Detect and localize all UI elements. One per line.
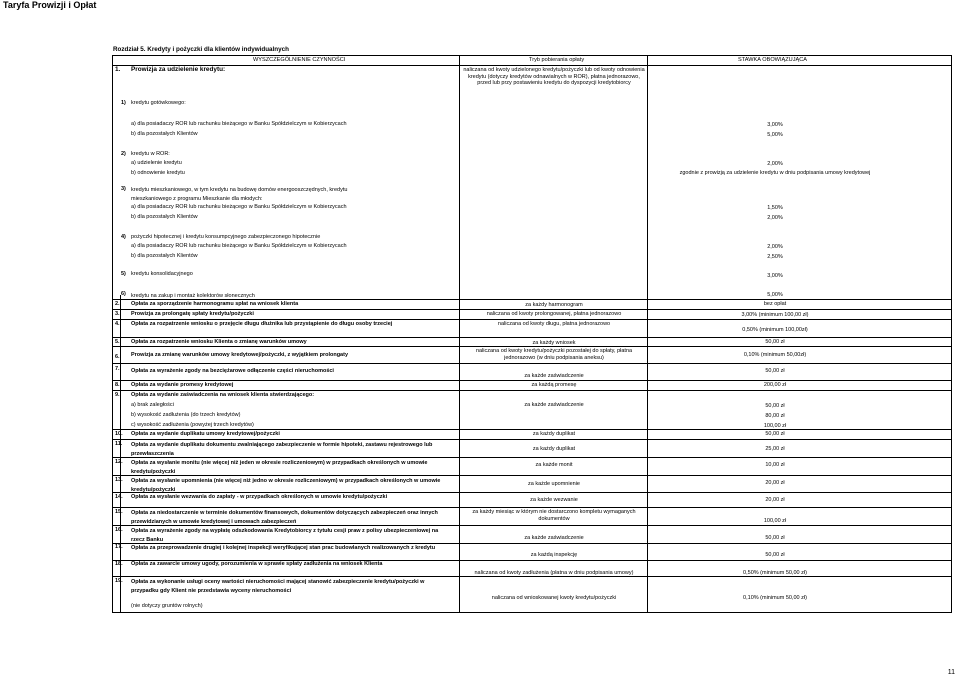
row-number: 13. — [115, 477, 123, 483]
row-title: Opłata za niedostarczenie w terminie dokumentów finansowych, dokumentów dotyczących zabezpieczeń oraz innych przewidzianych w umowie kredytowej i umowach zabezpieczeń — [131, 510, 438, 525]
row-9-mode: za każde zaświadczenie — [524, 402, 584, 408]
page-title: Taryfa Prowizji i Opłat — [3, 0, 97, 10]
row-divider — [113, 319, 951, 320]
row-title: Opłata za sporządzenie harmonogramu spłat na wniosek klienta — [131, 301, 299, 307]
row-mode: naliczana od kwoty prolongowanej, płatna jednorazowo — [486, 311, 622, 317]
row-rate: bez opłat — [763, 301, 787, 307]
row-mode: za każdą inspekcję — [530, 552, 578, 558]
page-number: 11 — [947, 669, 955, 676]
row-1-sub-5-title: kredytu konsolidacyjnego — [131, 271, 193, 277]
table-header — [113, 56, 951, 66]
row-1-sub-2-number: 2) — [121, 151, 126, 157]
row-divider — [113, 525, 951, 526]
header-rate: STAWKA OBOWIĄZUJĄCA — [738, 57, 807, 63]
row-1-sub-1-title: kredytu gotówkowego: — [131, 100, 186, 106]
row-rate: 10,00 zł — [765, 462, 785, 468]
row-1-sub-4a-rate: 2,00% — [767, 244, 783, 250]
row-rate: 200,00 zł — [763, 382, 787, 388]
row-number: 2. — [115, 301, 120, 307]
row-mode: za każde upomnienie — [528, 481, 580, 487]
row-rate: 50,00 zł — [765, 552, 785, 558]
section-title: Rozdział 5. Kredyty i pożyczki dla klientów indywidualnych — [113, 46, 289, 53]
row-mode: naliczana od kwoty kredytu/pożyczki pozostałej do spłaty, płatna jednorazowo (w dniu podpisania aneksu) — [475, 348, 633, 361]
row-mode: za każdy miesiąc w którym nie dostarczono kompletu wymaganych dokumentów — [472, 509, 636, 522]
row-divider — [113, 390, 951, 391]
row-1-sub-1-number: 1) — [121, 100, 126, 106]
row-1-sub-3-title: kredytu mieszkaniowego, w tym kredytu na budowę domów energooszczędnych, kredytu mieszkaniowego z programu Mieszkanie dla młodych: — [131, 187, 348, 202]
row-number: 17. — [115, 544, 123, 550]
row-1-sub-3-number: 3) — [121, 186, 126, 192]
row-number: 4. — [115, 321, 120, 327]
row-rate: 25,00 zł — [765, 446, 785, 452]
row-rate: 3,00% (minimum 100,00 zł) — [741, 312, 809, 318]
row-rate: 50,00 zł — [765, 339, 785, 345]
header-activity: WYSZCZEGÓLNIENIE CZYNNOŚCI — [253, 57, 346, 63]
row-1-sub-1a: a) dla posiadaczy ROR lub rachunku bieżącego w Banku Spółdzielczym w Kobierzycach — [131, 121, 347, 127]
row-1-sub-6-rate: 5,00% — [767, 292, 783, 298]
row-1-sub-3b-rate: 2,00% — [767, 215, 783, 221]
row-mode: za każdą promesę — [531, 382, 577, 388]
row-divider — [113, 492, 951, 493]
row-number: 12. — [115, 459, 123, 465]
row-1-sub-3a: a) dla posiadaczy ROR lub rachunku bieżącego w Banku Spółdzielczym w Kobierzycach — [131, 204, 347, 210]
row-note: (nie dotyczy gruntów rolnych) — [131, 603, 203, 609]
row-rate: 0,10% (minimum 50,00zł) — [743, 352, 807, 358]
row-title: Opłata za wydanie duplikatu dokumentu zwalniającego zabezpieczenie w formie hipoteki, zastawu rejestrowego lub przewłaszczenia — [131, 442, 433, 457]
row-divider — [113, 309, 951, 310]
row-1-sub-6-number: 6) — [121, 291, 126, 297]
row-title: Opłata za zawarcie umowy ugody, porozumienia w sprawie spłaty zadłużenia na wniosek Klienta — [131, 561, 383, 567]
row-divider — [113, 380, 951, 381]
row-9-b-rate: 80,00 zł — [765, 413, 785, 419]
row-rate: 0,10% (minimum 50,00 zł) — [743, 595, 807, 601]
row-title: Opłata za wyrażenie zgody na bezciężarowe odłączenie części nieruchomości — [131, 368, 334, 374]
row-number: 8. — [115, 382, 120, 388]
row-rate: 20,00 zł — [765, 497, 785, 503]
row-title: Opłata za przeprowadzenie drugiej i kolejnej inspekcji weryfikującej stan prac budowlanych realizowanych z kredytu — [131, 545, 436, 551]
row-mode: za każdy harmonogram — [525, 302, 583, 308]
fee-table — [112, 55, 952, 613]
row-divider — [113, 507, 951, 508]
row-9-title: Opłata za wydanie zaświadczenia na wniosek klienta stwierdzającego: — [131, 392, 315, 398]
row-divider — [113, 363, 951, 364]
row-1-sub-2a-rate: 2,00% — [767, 161, 783, 167]
row-mode: za każdy wniosek — [532, 340, 576, 346]
row-mode: naliczana od wnioskowanej kwoty kredytu/pożyczki — [491, 595, 617, 601]
row-title: Opłata za wysłanie upomnienia (nie więcej niż jedno w okresie rozliczeniowym) w przypadkach określonych w umowie kredytu/pożyczki — [131, 478, 441, 493]
row-title: Opłata za wykonanie usługi oceny wartości nieruchomości mającej stanowić zabezpieczenie kredytu/pożyczki w przypadku gdy Klient nie przedstawia wyceny nieruchomości — [131, 579, 425, 594]
row-number: 10. — [115, 431, 123, 437]
row-divider — [113, 475, 951, 476]
row-mode: za każde zaświadczenie — [524, 373, 584, 379]
header-mode: Tryb pobierania opłaty — [529, 57, 585, 63]
row-title: Prowizja za zmianę warunków umowy kredytowej/pożyczki, z wyjątkiem prolongaty — [131, 352, 349, 358]
row-title: Opłata za wydanie duplikatu umowy kredytowej/pożyczki — [131, 431, 280, 437]
row-1-sub-1b: b) dla pozostałych Klientów — [131, 131, 198, 137]
row-mode: za każde wezwanie — [530, 497, 578, 503]
row-number: 18. — [115, 561, 123, 567]
row-mode: za każde monit — [535, 462, 573, 468]
row-number: 7. — [115, 366, 120, 372]
row-mode: za każde zaświadczenie — [524, 535, 584, 541]
row-mode: naliczana od kwoty długu, płatna jednorazowo — [497, 321, 611, 327]
row-1-sub-2a: a) udzielenie kredytu — [131, 160, 182, 166]
row-title: Opłata za wysłanie wezwania do zapłaty - w przypadkach określonych w umowie kredytu/pożyczki — [131, 494, 388, 500]
row-rate: 50,00 zł — [765, 368, 785, 374]
row-divider — [113, 337, 951, 338]
row-divider — [113, 439, 951, 440]
row-mode: naliczana od kwoty zadłużenia (płatna w dniu podpisania umowy) — [474, 570, 634, 576]
column-divider — [647, 56, 648, 612]
row-1-sub-6-title: kredytu na zakup i montaż kolektorów słonecznych — [131, 293, 255, 299]
row-1-number: 1. — [115, 66, 121, 73]
row-rate: 0,50% (minimum 50,00 zł) — [743, 570, 807, 576]
row-number: 3. — [115, 311, 120, 317]
row-title: Opłata za rozpatrzenie wniosku o przejęcie długu dłużnika lub przystąpienie do długu osoby trzeciej — [131, 321, 393, 327]
row-1-mode: naliczana od kwoty udzielonego kredytu/pożyczki lub od kwoty odnowienia kredytu (dotyczy kredytów odnawialnych w ROR), płatna jednorazowo, przed lub przy postawieniu kredytu do dyspozycji kredytobiorcy — [463, 67, 645, 87]
row-number: 19. — [115, 578, 123, 584]
row-9-c-rate: 100,00 zł — [763, 423, 787, 429]
row-divider — [113, 457, 951, 458]
row-mode: za każdy duplikat — [532, 431, 576, 437]
row-1-sub-4a: a) dla posiadaczy ROR lub rachunku bieżącego w Banku Spółdzielczym w Kobierzycach — [131, 243, 347, 249]
row-9-a: a) brak zaległości — [131, 402, 174, 408]
row-9-b: b) wysokość zadłużenia (do trzech kredytów) — [131, 412, 241, 418]
row-1-sub-4b: b) dla pozostałych Klientów — [131, 253, 198, 259]
row-1-sub-2b-rate: zgodnie z prowizją za udzielenie kredytu w dniu podpisania umowy kredytowej — [679, 170, 871, 176]
row-rate: 100,00 zł — [763, 518, 787, 524]
row-9-number: 9. — [115, 392, 120, 398]
row-rate: 20,00 zł — [765, 480, 785, 486]
row-1-sub-2b: b) odnowienie kredytu — [131, 170, 185, 176]
row-divider — [113, 299, 951, 300]
row-9-a-rate: 50,00 zł — [765, 403, 785, 409]
row-1-sub-1a-rate: 3,00% — [767, 122, 783, 128]
row-1-title: Prowizja za udzielenie kredytu: — [131, 66, 226, 73]
row-9-c: c) wysokość zadłużenia (powyżej trzech kredytów) — [131, 422, 254, 428]
row-1-sub-4b-rate: 2,50% — [767, 254, 783, 260]
row-rate: 0,50% (minimum 100,00zł) — [742, 327, 808, 333]
row-number: 15. — [115, 509, 123, 515]
row-mode: za każdy duplikat — [532, 446, 576, 452]
row-divider — [113, 429, 951, 430]
row-title: Opłata za wysłanie monitu (nie więcej niż jeden w okresie rozliczeniowym) w przypadkach określonych w umowie kredytu/pożyczki — [131, 460, 428, 475]
row-1-sub-4-number: 4) — [121, 234, 126, 240]
row-number: 5. — [115, 339, 120, 345]
row-title: Opłata za rozpatrzenie wniosku Klienta o zmianę warunków umowy — [131, 339, 307, 345]
row-number: 6. — [115, 354, 120, 360]
row-1-sub-5-number: 5) — [121, 271, 126, 277]
row-rate: 50,00 zł — [765, 431, 785, 437]
column-divider — [459, 56, 460, 612]
row-1-sub-1b-rate: 5,00% — [767, 132, 783, 138]
row-divider — [113, 346, 951, 347]
row-1-sub-3b: b) dla pozostałych Klientów — [131, 214, 198, 220]
row-number: 16. — [115, 527, 123, 533]
row-divider — [113, 576, 951, 577]
row-title: Opłata za wydanie promesy kredytowej — [131, 382, 234, 388]
row-1-sub-5-rate: 3,00% — [767, 273, 783, 279]
row-rate: 50,00 zł — [765, 535, 785, 541]
row-number: 14. — [115, 494, 123, 500]
row-title: Opłata za wyrażenie zgody na wypłatę odszkodowania Kredytobiorcy z tytułu cesji praw z polisy ubezpieczeniowej na rzecz Banku — [131, 528, 439, 543]
row-title: Prowizja za prolongatę spłaty kredytu/pożyczki — [131, 311, 254, 317]
row-number: 11. — [115, 441, 123, 447]
row-1-sub-4-title: pożyczki hipotecznej i kredytu konsumpcyjnego zabezpieczonego hipotecznie — [131, 234, 321, 240]
row-1-sub-3a-rate: 1,50% — [767, 205, 783, 211]
row-1-sub-2-title: kredytu w ROR: — [131, 151, 170, 157]
